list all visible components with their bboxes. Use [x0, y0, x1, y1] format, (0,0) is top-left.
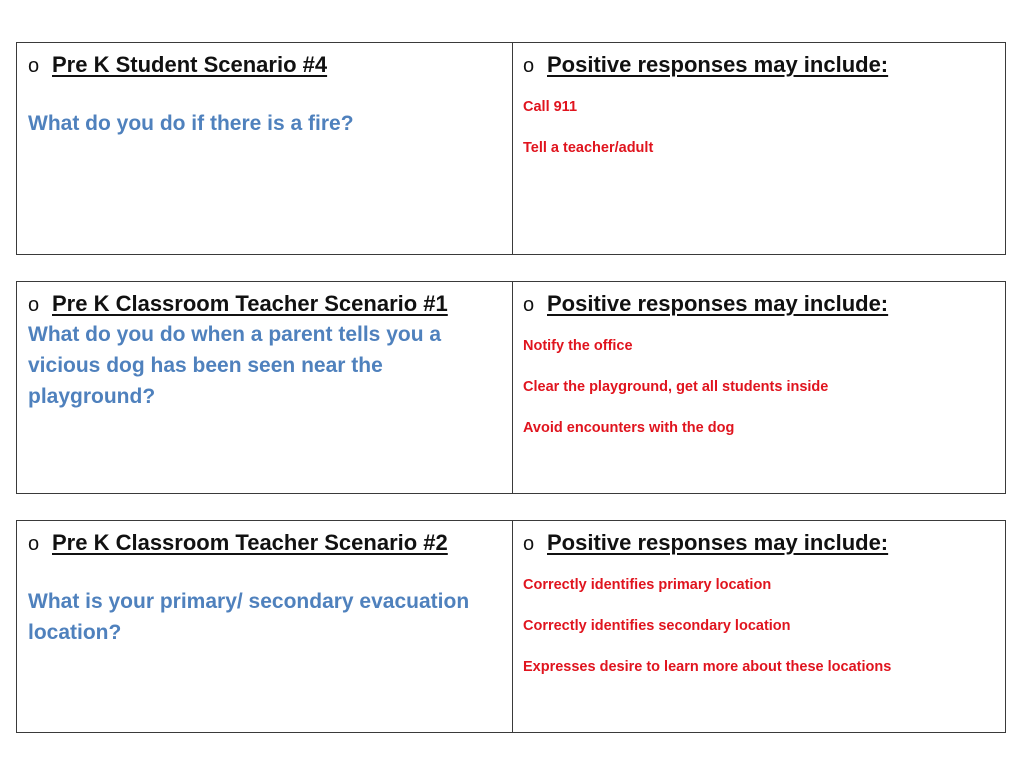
scenario-question-2: What do you do when a parent tells you a vicious dog has been seen near the playground? — [28, 323, 442, 408]
responses-list-1 — [522, 98, 995, 157]
responses-list-3 — [522, 576, 995, 676]
responses-cell-2 — [513, 282, 1005, 493]
bullet-icon: o — [28, 294, 40, 316]
responses-heading-2 — [522, 290, 995, 319]
responses-heading-1 — [522, 51, 995, 80]
scenario-cell-2 — [17, 282, 513, 493]
responses-title-2: Positive responses may include: — [547, 291, 889, 316]
scenario-heading-1 — [27, 51, 502, 80]
response-item: Correctly identifies secondary location — [523, 618, 791, 634]
scenario-question-3: What is your primary/ secondary evacuation location? — [28, 590, 470, 644]
scenario-heading-3 — [27, 529, 502, 558]
scenario-question-1: What do you do if there is a fire? — [28, 112, 354, 135]
scenario-heading-2 — [27, 290, 502, 319]
scenario-card-2 — [16, 281, 1006, 494]
response-item: Tell a teacher/adult — [523, 140, 654, 156]
scenario-title-2: Pre K Classroom Teacher Scenario #1 — [52, 291, 448, 316]
response-item: Notify the office — [523, 338, 633, 354]
response-item: Call 911 — [523, 99, 578, 115]
scenario-title-1: Pre K Student Scenario #4 — [52, 52, 328, 77]
scenario-card-3 — [16, 520, 1006, 733]
bullet-icon: o — [28, 533, 40, 555]
responses-cell-1 — [513, 43, 1005, 254]
responses-title-3: Positive responses may include: — [547, 530, 889, 555]
scenario-title-3: Pre K Classroom Teacher Scenario #2 — [52, 530, 448, 555]
responses-title-1: Positive responses may include: — [547, 52, 889, 77]
scenario-card-1 — [16, 42, 1006, 255]
response-item: Avoid encounters with the dog — [523, 420, 735, 436]
responses-cell-3 — [513, 521, 1005, 732]
response-item: Clear the playground, get all students inside — [523, 379, 829, 395]
scenario-cell-1 — [17, 43, 513, 254]
bullet-icon: o — [523, 55, 535, 77]
response-item: Correctly identifies primary location — [523, 577, 772, 593]
bullet-icon: o — [523, 294, 535, 316]
scenario-cell-3 — [17, 521, 513, 732]
bullet-icon: o — [523, 533, 535, 555]
bullet-icon: o — [28, 55, 40, 77]
response-item: Expresses desire to learn more about these locations — [523, 659, 892, 675]
responses-heading-3 — [522, 529, 995, 558]
responses-list-2 — [522, 337, 995, 437]
